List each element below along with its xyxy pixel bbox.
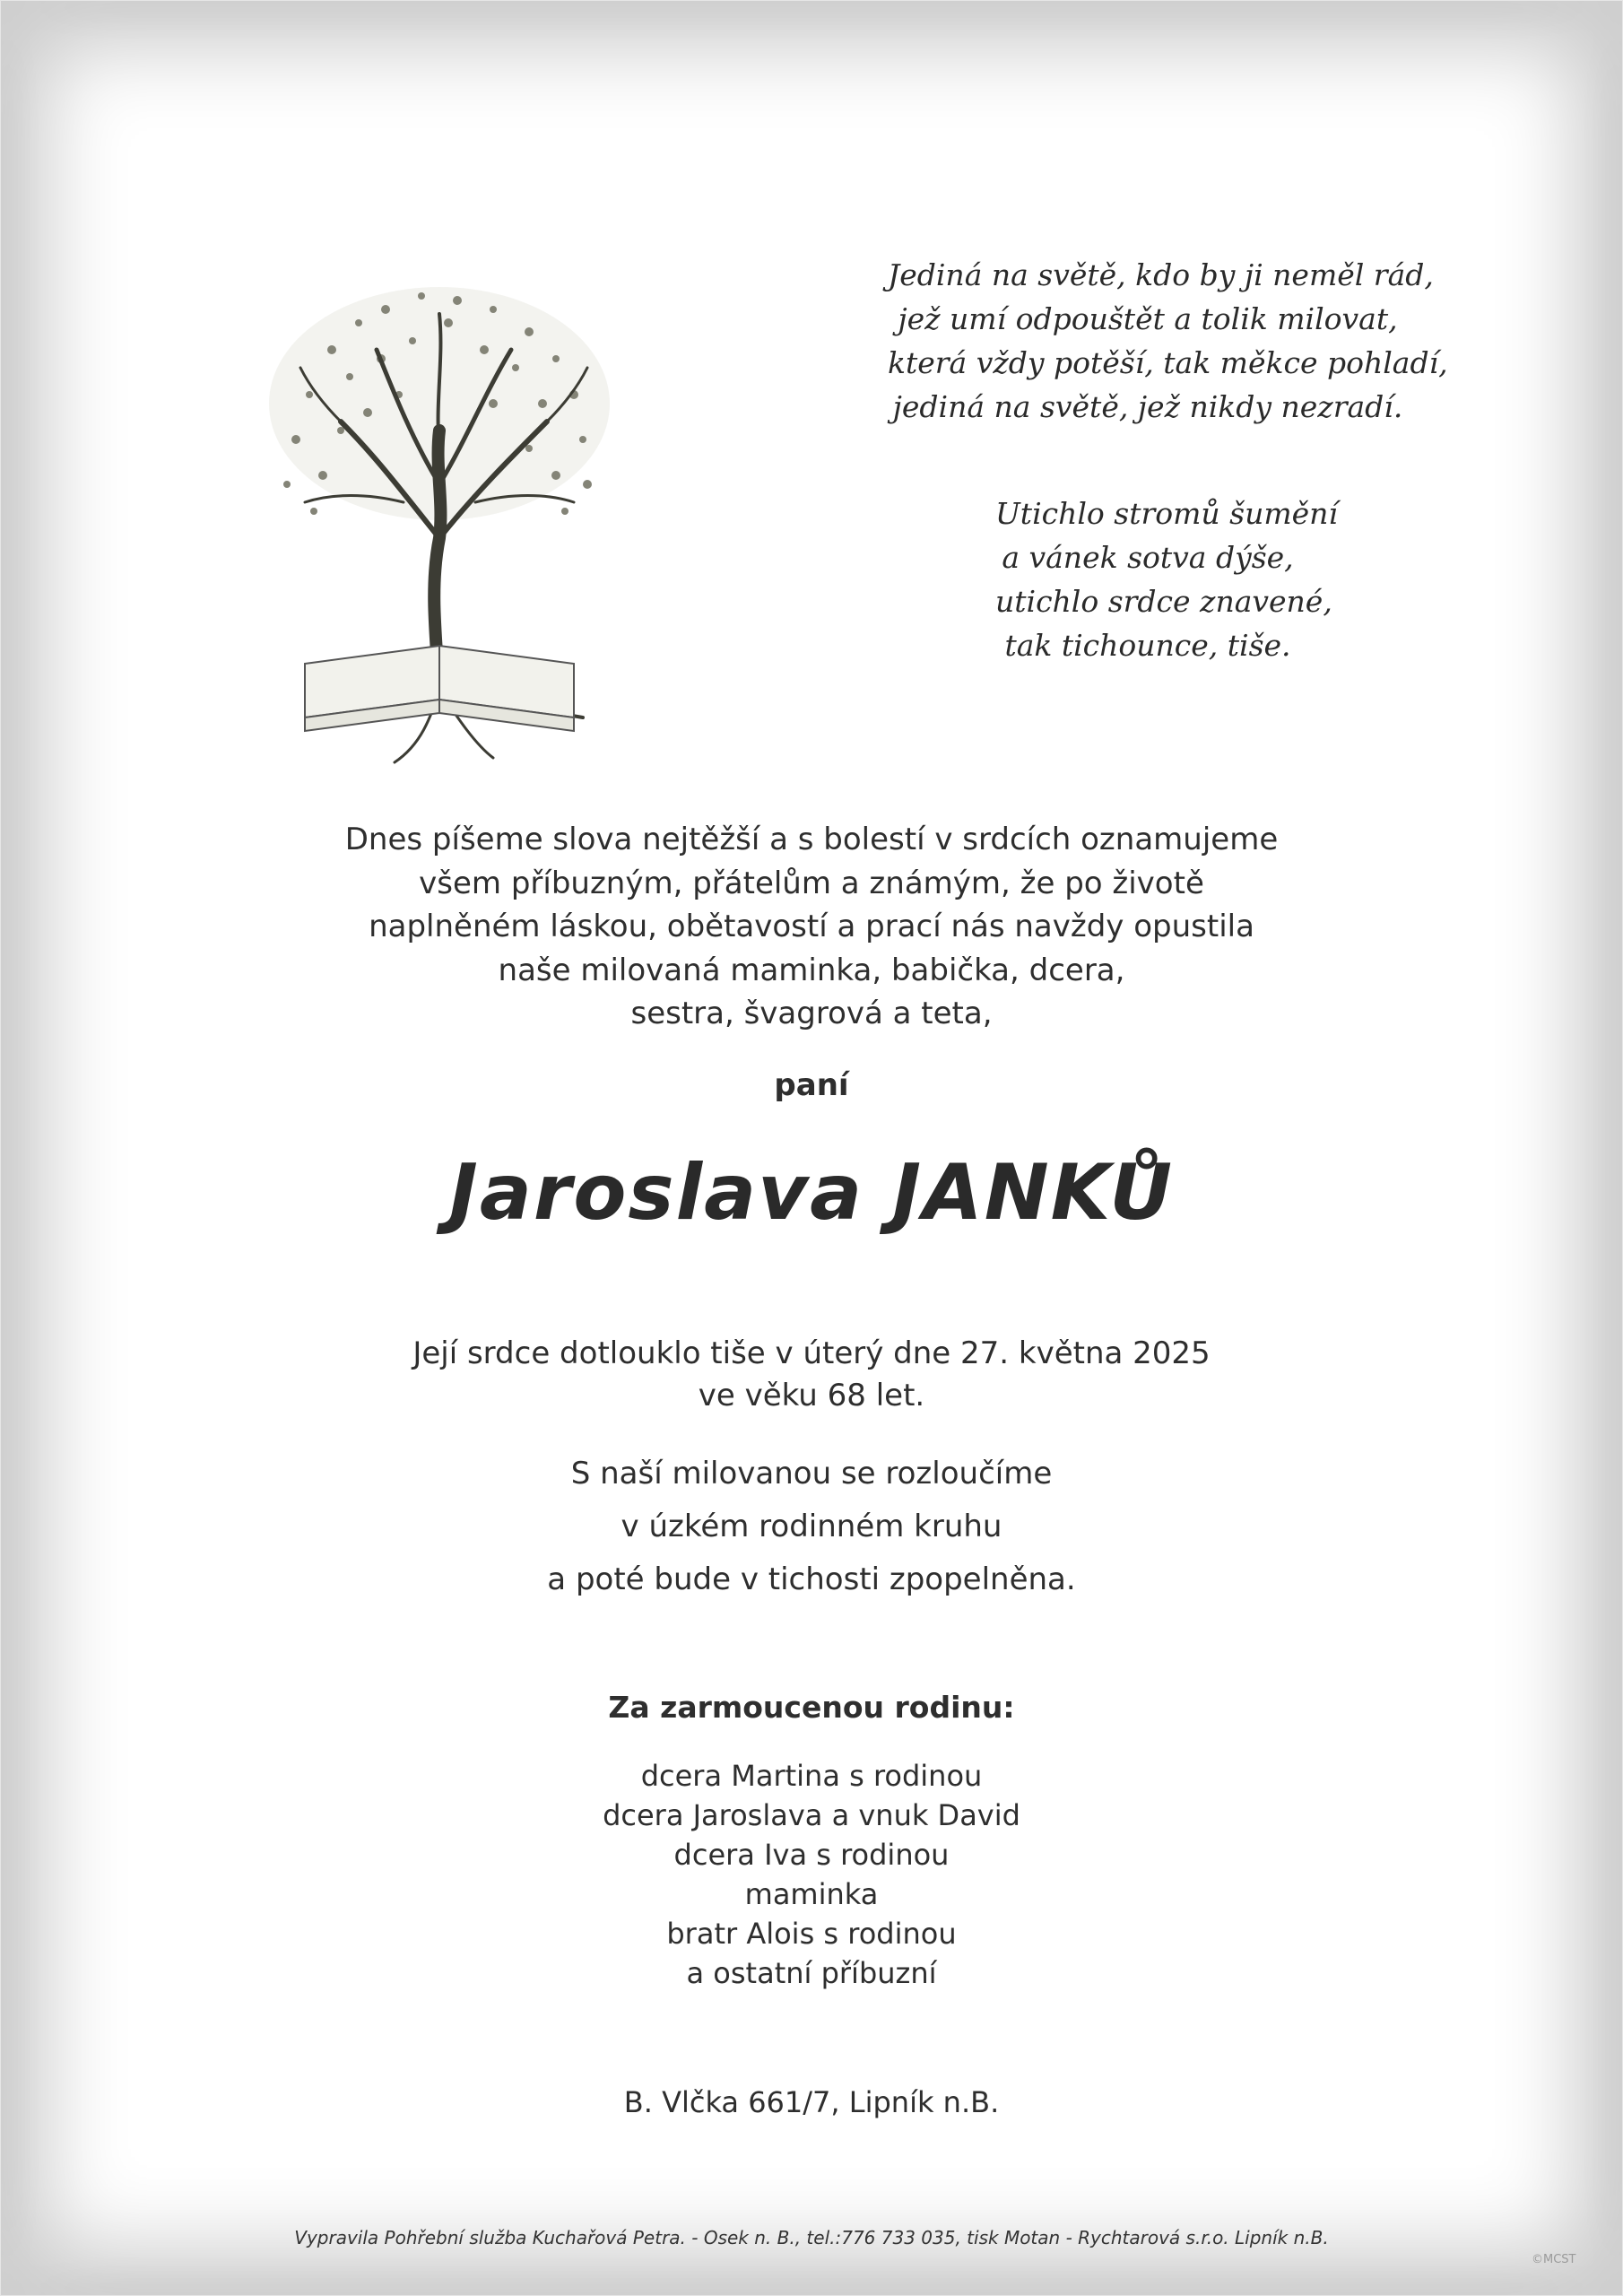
family-member: bratr Alois s rodinou	[666, 1917, 957, 1951]
copyright-mark: ©MCST	[1532, 2253, 1576, 2266]
family-member: maminka	[744, 1877, 879, 1911]
death-info	[0, 1333, 1623, 1417]
tree-on-book-illustration	[224, 269, 655, 771]
deceased-name: Jaroslava JANKŮ	[448, 1148, 1175, 1238]
poem-second-stanza	[995, 491, 1338, 667]
family-member: dcera Iva s rodinou	[673, 1838, 950, 1872]
announcement-line: naše milovaná maminka, babička, dcera,	[498, 952, 1125, 988]
announcement-line: všem příbuzným, přátelům a známým, že po životě	[419, 865, 1204, 901]
poem-line: Jediná na světě, kdo by ji neměl rád,	[888, 257, 1434, 292]
death-info-line: Její srdce dotlouklo tiše v úterý dne 27. května 2025	[412, 1335, 1211, 1371]
poem-line: utichlo srdce znavené,	[995, 584, 1332, 619]
poem-line: a vánek sotva dýše,	[1002, 540, 1294, 575]
family-member: dcera Jaroslava a vnuk David	[603, 1798, 1020, 1832]
family-address: B. Vlčka 661/7, Lipník n.B.	[623, 2085, 1000, 2119]
farewell-line: a poté bude v tichosti zpopelněna.	[547, 1561, 1076, 1597]
family-member: dcera Martina s rodinou	[640, 1759, 983, 1793]
farewell-info	[0, 1448, 1623, 1606]
family-members-list	[0, 1756, 1623, 1993]
family-member: a ostatní příbuzní	[686, 1956, 937, 1990]
title-pani: paní	[774, 1067, 849, 1103]
poem-line: tak tichounce, tiše.	[1004, 628, 1291, 663]
announcement-line: sestra, švagrová a teta,	[630, 996, 993, 1031]
farewell-line: S naší milovanou se rozloučíme	[570, 1456, 1053, 1492]
announcement-text	[0, 818, 1623, 1036]
family-heading: Za zarmoucenou rodinu:	[608, 1690, 1015, 1725]
poem-line: Utichlo stromů šumění	[995, 496, 1338, 531]
poem-line: jež umí odpouštět a tolik milovat,	[898, 301, 1398, 336]
farewell-line: v úzkém rodinném kruhu	[621, 1509, 1002, 1544]
poem-line: jediná na světě, jež nikdy nezradí.	[892, 389, 1403, 424]
death-info-line: ve věku 68 let.	[698, 1378, 925, 1413]
funeral-service-footer: Vypravila Pohřební služba Kuchařová Petra. - Osek n. B., tel.:776 733 035, tisk Motan - Rychtarová s.r.o. Lipník n.B.	[294, 2227, 1329, 2248]
poem-first-stanza	[888, 253, 1448, 429]
poem-line: která vždy potěší, tak měkce pohladí,	[888, 345, 1448, 380]
announcement-line: naplněném láskou, obětavostí a prací nás navždy opustila	[369, 909, 1254, 944]
announcement-line: Dnes píšeme slova nejtěžší a s bolestí v srdcích oznamujeme	[344, 822, 1279, 857]
